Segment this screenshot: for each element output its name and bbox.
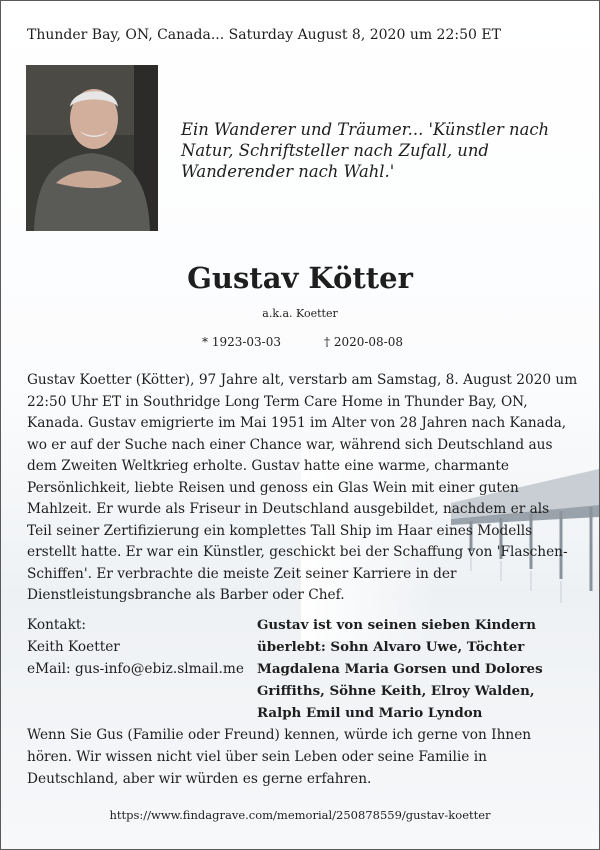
closing-paragraph: Wenn Sie Gus (Familie oder Freund) kennen, würde ich gerne von Ihnen hören. Wir wissen nicht viel über sein Leben oder seine Familie in Deutschland, aber wir würden es gerne erfahren. xyxy=(27,727,532,787)
birth-date: * 1923-03-03 xyxy=(202,335,282,349)
survivors-text: Gustav ist von seinen sieben Kindern überlebt: Sohn Alvaro Uwe, Töchter Magdalena Maria Gorsen und Dolores Griffiths, Söhne Keith, Elroy Walden, Ralph Emil und Mario Lyndon xyxy=(257,617,543,721)
quote-text: Ein Wanderer und Träumer... 'Künstler nach Natur, Schriftsteller nach Zufall, und Wanderender nach Wahl.' xyxy=(181,120,550,181)
biography-paragraph: Gustav Koetter (Kötter), 97 Jahre alt, verstarb am Samstag, 8. August 2020 um 22:50 Uhr ET in Southridge Long Term Care Home in Thunder Bay, ON, Kanada. Gustav emigrierte im Mai 1951 im Alter von 28 Jahren nach Kanada, wo er auf der Suche nach einer Chance war, während sich Deutschland aus dem Zweiten Weltkrieg erholte. Gustav hatte eine warme, charmante Persönlichkeit, liebte Reisen und genoss ein Glas Wein mit einer guten Mahlzeit. Er wurde als Friseur in Deutschland ausgebildet, nachdem er als Teil seiner Zertifizierung ein komplettes Tall Ship im Haar eines Modells erstellt hatte. Er war ein Künstler, geschickt bei der Schaffung von 'Flaschen-Schiffen'. Er verbrachte die meiste Zeit seiner Karriere in der Dienstleistungsbranche als Barber oder Chef. xyxy=(27,372,578,603)
death-date: † 2020-08-08 xyxy=(324,335,404,349)
contact-name: Keith Koetter xyxy=(27,639,120,655)
deceased-name: Gustav Kötter xyxy=(187,261,413,295)
alias-text: a.k.a. Koetter xyxy=(262,307,338,320)
contact-block xyxy=(27,614,247,680)
portrait-photo xyxy=(26,65,158,231)
location-date-line: Thunder Bay, ON, Canada... Saturday August 8, 2020 um 22:50 ET xyxy=(27,27,501,43)
contact-label: Kontakt: xyxy=(27,617,86,633)
contact-email: eMail: gus-info@ebiz.slmail.me xyxy=(27,661,244,677)
memorial-url: https://www.findagrave.com/memorial/250878559/gustav-koetter xyxy=(109,808,491,822)
